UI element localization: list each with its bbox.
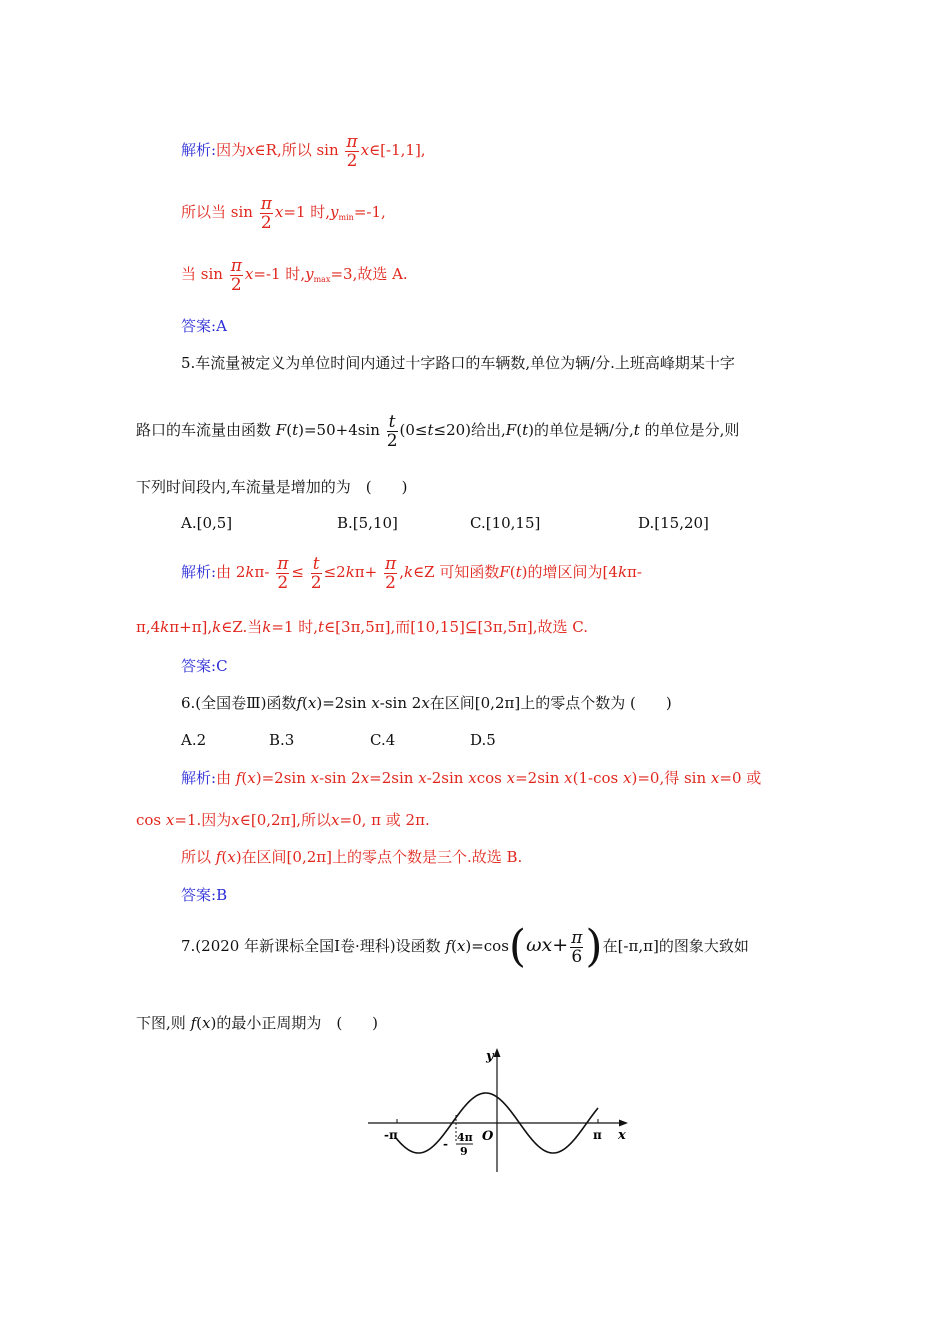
q6-option-d: D.5 [470, 731, 496, 749]
q5-answer: 答案:C [181, 657, 228, 675]
origin-label: O [482, 1129, 494, 1144]
q4-solution-line-1: 解析:因为x∈R,所以 sin $\frac{\pi}{2}$ x∈[-1,1], [181, 131, 426, 171]
q6-solution-line-1: 解析:由 f(x)=2sin x-sin 2x=2sin x-2sin xcos x=2sin x(1-cos x)=0,得 sin x=0 或 [181, 769, 762, 787]
q6-option-a: A.2 [181, 731, 207, 749]
left-tick-label: -π [384, 1128, 398, 1142]
x-axis-label: x [618, 1128, 626, 1143]
q5-option-b: B.[5,10] [337, 514, 398, 532]
q6-question: 6.(全国卷Ⅲ)函数f(x)=2sin x-sin 2x在区间[0,2π]上的零点个数为 ( ) [181, 694, 672, 712]
answer-value: C [216, 657, 228, 675]
right-tick-label: π [593, 1128, 602, 1142]
pi-over-2-fraction: $\frac{\pi}{2}$ [230, 255, 242, 295]
q6-option-c: C.4 [370, 731, 396, 749]
q7-question-line-1: 7.(2020 年新课标全国Ⅰ卷·理科)设函数 f(x)=cos(ωx+ $\frac{\pi}{6}$ )在[-π,π]的图象大致如 [181, 921, 749, 972]
answer-value: A [216, 317, 227, 335]
q6-solution-line-3: 所以 f(x)在区间[0,2π]上的零点个数是三个.故选 B. [181, 848, 523, 866]
q6-option-b: B.3 [269, 731, 295, 749]
q5-option-d: D.[15,20] [638, 514, 709, 532]
y-axis-arrow-icon [494, 1048, 501, 1057]
q4-solution-line-3: 当 sin $\frac{\pi}{2}$ x=-1 时$,y_{max}=3$,故选 A. [181, 255, 408, 295]
pi-over-2-fraction: $\frac{\pi}{2}$ [346, 131, 358, 171]
q5-solution-line-2: π,4kπ+π],k∈Z.当k=1 时,t∈[3π,5π],而[10,15]⊆[3π,5π],故选 C. [136, 618, 588, 636]
q4-solution-line-2: 所以当 sin $\frac{\pi}{2}$ x=1 时$,y_{min}=-1$, [181, 193, 386, 233]
q6-answer: 答案:B [181, 886, 228, 904]
t-over-2-fraction: $\frac{t}{2}$ [386, 411, 398, 451]
q4-answer: 答案:A [181, 317, 227, 335]
marker-numerator: 4π [457, 1131, 473, 1144]
solution-label: 解析: [181, 141, 217, 159]
y-axis-label: y [486, 1049, 494, 1064]
cosine-graph [360, 1040, 640, 1180]
marker-sign: - [443, 1137, 448, 1151]
x-axis-arrow-icon [619, 1120, 628, 1127]
q5-solution-line-1: 解析:由 2kπ- $\frac{\pi}{2}$ ≤ $\frac{t}{2}$ ≤2kπ+ $\frac{\pi}{2}$ ,k∈Z 可知函数F(t)的增区间为[4kπ- [181, 553, 642, 593]
marker-denominator: 9 [460, 1145, 468, 1158]
pi-over-2-fraction: $\frac{\pi}{2}$ [260, 193, 272, 233]
q5-question-line-2: 路口的车流量由函数 F(t)=50+4sin $\frac{t}{2}$ (0≤t≤20)给出,F(t)的单位是辆/分,t 的单位是分,则 [136, 411, 740, 451]
q5-question-line-3: 下列时间段内,车流量是增加的为 ( ) [136, 478, 408, 496]
q5-option-a: A.[0,5] [181, 514, 233, 532]
q5-question-line-1: 5.车流量被定义为单位时间内通过十字路口的车辆数,单位为辆/分.上班高峰期某十字 [181, 354, 735, 372]
answer-value: B [216, 886, 228, 904]
q6-solution-line-2: cos x=1.因为x∈[0,2π],所以x=0, π 或 2π. [136, 811, 430, 829]
q5-option-c: C.[10,15] [470, 514, 541, 532]
q7-question-line-2: 下图,则 f(x)的最小正周期为 ( ) [136, 1014, 379, 1032]
